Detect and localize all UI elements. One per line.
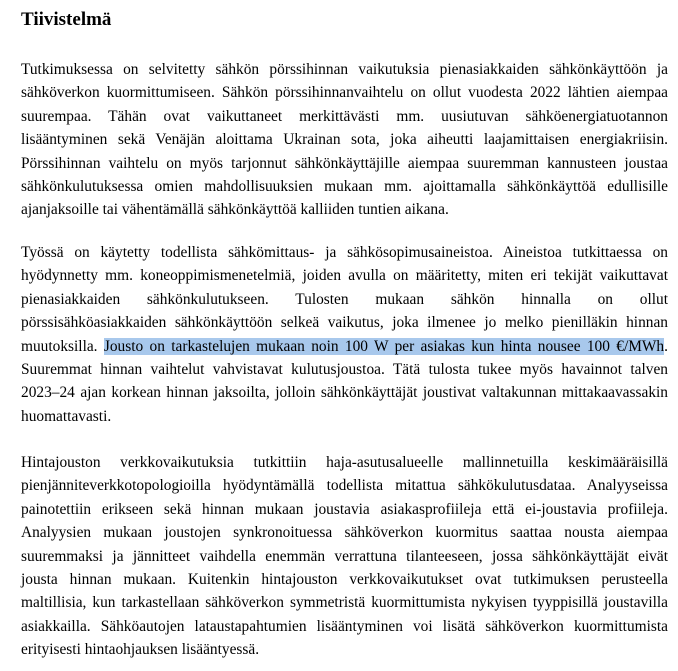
text-line: Analyysien mukaan joustojen synkronoituessa sähköverkon kuormitus saattaa nousta aiempaa (21, 524, 668, 542)
highlighted-selection[interactable]: Jousto on tarkastelujen mukaan noin 100 W per asiakas kun hinta nousee 100 €/MWh (103, 337, 665, 355)
paragraph-2 (21, 241, 668, 428)
text-fragment: . (664, 337, 668, 355)
text-line: sähkönkulutuksessa omien mahdollisuuksien mukaan mm. ajoittamalla sähkönkäyttöä edullisille (21, 177, 668, 195)
text-line: Pörssihinnan vaihtelu on myös tarjonnut sähkönkäyttäjille aiempaa suuremman kannusteen joustaa (21, 154, 668, 172)
text-line: jousta hinnan mukaan. Kuitenkin hintajouston verkkovaikutukset ovat tutkimuksen perusteella (21, 570, 668, 588)
text-fragment: muutoksilla. (21, 337, 104, 355)
text-line: hyödynnetty mm. koneoppimismenetelmiä, joiden avulla on määritetty, miten eri tekijät vaikuttavat (21, 267, 668, 285)
text-line: asiakkailla. Sähköautojen lataustapahtumien lisääntyminen voi lisätä sähköverkon kuormittumista (21, 617, 668, 635)
text-line: suuremmaksi ja jännitteet vaihdella enemmän verrattuna tilanteeseen, jossa sähkönkäyttäjät eivät (21, 547, 668, 565)
text-line: Tutkimuksessa on selvitetty sähkön pörssihinnan vaikutuksia pienasiakkaiden sähkönkäyttöön ja (21, 61, 668, 78)
text-line: Suuremmat hinnan vaihtelut vahvistavat kulutusjoustoa. Tätä tulosta tukee myös havainnot talven (21, 360, 668, 378)
text-line: lisääntyminen sekä Venäjän aloittama Ukrainan sota, joka aiheutti laajamittaisen energiakriisin. (21, 131, 668, 149)
text-line: Hintajouston verkkovaikutuksia tutkittiin haja-asutusalueelle mallinnetuilla keskimääräisillä (21, 454, 668, 471)
document-title: Tiivistelmä (21, 9, 112, 30)
text-line: painotettiin erikseen sekä hinnan mukaan joustavia asiakasprofiileja että ei-joustavia profiileja. (21, 500, 668, 518)
text-line: sähköverkon kuormittumiseen. Sähkön pörssihinnanvaihtelu on ollut vuodesta 2022 lähtien aiempaa (21, 84, 668, 102)
text-line: ajanjaksoille tai vähentämällä sähkönkäyttöä kalliiden tuntien aikana. (21, 201, 449, 219)
highlighted-text-line (21, 335, 668, 358)
text-line: Työssä on käytetty todellista sähkömittaus- ja sähkösopimusaineistoa. Aineistoa tutkittaessa on (21, 244, 668, 261)
text-line: 2023–24 ajan korkean hinnan jaksoilta, jolloin sähkönkäyttäjät joustivat valtakunnan mittakaavassakin (21, 384, 668, 402)
text-line: suurempaa. Tähän ovat vaikuttaneet merkittävästi mm. uusiutuvan sähköenergiatuotannon (21, 107, 668, 125)
paragraph-3 (21, 451, 668, 662)
text-line: pienasiakkaiden sähkönkulutukseen. Tulosten mukaan sähkön hinnalla on ollut (21, 290, 668, 308)
text-line: pienjänniteverkkotopologioilla hyödyntämällä todellista mitattua sähkökulutusdataa. Analyyseissa (21, 477, 668, 495)
text-line: pörssisähköasiakkaiden sähkönkäyttöön selkeä vaikutus, joka ilmenee jo melko pienilläkin hinnan (21, 314, 668, 332)
paragraph-1 (21, 58, 668, 222)
text-line: erityisesti hintaohjauksen lisääntyessä. (21, 641, 260, 659)
text-line: huomattavasti. (21, 407, 112, 425)
text-line: maltillisia, kun tarkastellaan sähköverkon symmetristä kuormittumista nykyisen tyyppisillä joustavilla (21, 594, 668, 612)
